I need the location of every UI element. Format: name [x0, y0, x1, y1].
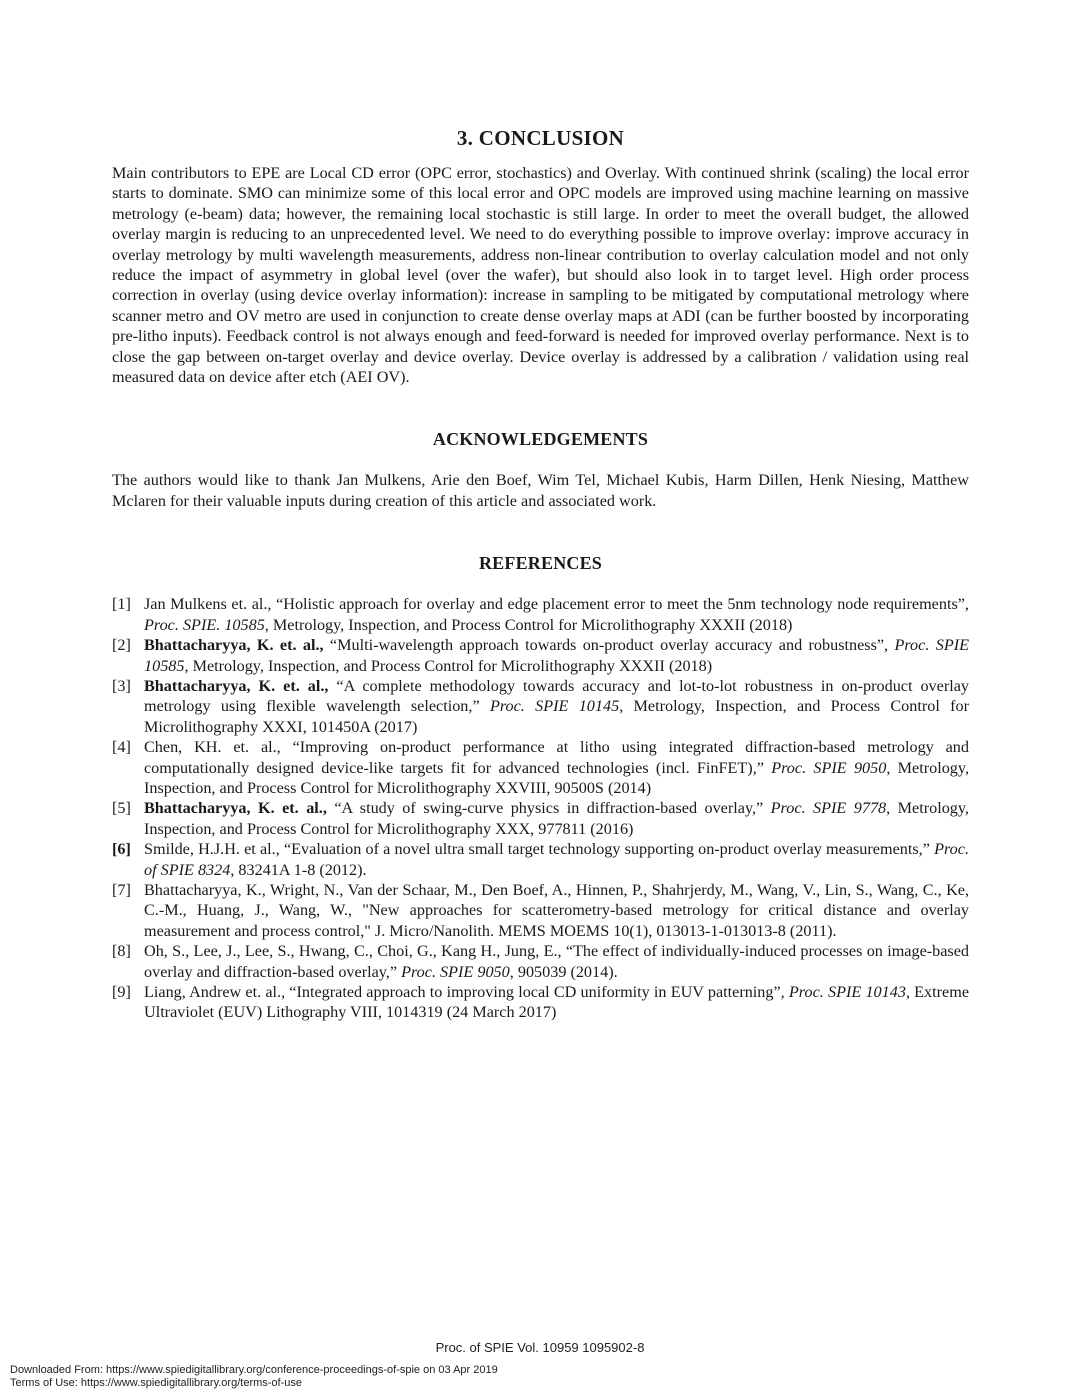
reference-details: , Metrology, Inspection, and Process Control for Microlithography XXXII (2018)	[264, 615, 793, 634]
reference-journal: Proc. SPIE 9778	[770, 799, 887, 818]
reference-authors: Smilde, H.J.H. et al.,	[144, 840, 280, 859]
reference-journal: Proc. SPIE 9050	[771, 758, 887, 777]
reference-number: [6]	[112, 840, 131, 859]
terms-of-use: Terms of Use: https://www.spiedigitallibrary.org/terms-of-use	[10, 1377, 302, 1389]
reference-item-8	[112, 941, 969, 982]
reference-journal: Proc. SPIE 10145	[489, 697, 620, 716]
reference-number: [5]	[112, 799, 131, 818]
conclusion-paragraph: Main contributors to EPE are Local CD error (OPC error, stochastics) and Overlay. With continued shrink (scaling) the local error starts to dominate. SMO can minimize some of this local error and OPC models are improved using machine learning on massive metrology (e-beam) data; however, the remaining local stochastic is still large. In order to meet the overall budget, the allowed overlay margin is reducing to an unprecedented level. We need to do everything possible to improve overlay: improve accuracy in overlay metrology by multi wavelength measurements, address non-linear contribution to overlay calculation model and not only reduce the impact of asymmetry in global level (over the wafer), but should also look in to target level. High order process correction in overlay (using device overlay information): increase in sampling to be mitigated by computational metrology where scanner metro and OV metro are used in conjunction to create dense overlay maps at ADI (can be further boosted by incorporating pre-litho inputs). Feedback control is not always enough and feed-forward is needed for improved overlay performance. Next is to close the gap between on-target overlay and device overlay. Device overlay is addressed by a calibration / validation using real measured data on device after etch (AEI OV).	[112, 164, 969, 387]
reference-authors: Chen, KH. et. al.,	[144, 738, 281, 757]
reference-title: “A study of swing-curve physics in diffraction-based overlay,”	[326, 799, 771, 818]
page-content	[112, 126, 969, 1023]
reference-title: “A complete methodology towards accuracy and lot-to-lot robustness in on-product overlay metrology using flexible wavelength selection,”	[144, 676, 969, 716]
reference-authors: Oh, S., Lee, J., Lee, S., Hwang, C., Choi, G., Kang H., Jung, E.,	[144, 942, 562, 961]
reference-number: [4]	[112, 738, 131, 757]
reference-details: , Metrology, Inspection, and Process Control for Microlithography XXXII (2018)	[184, 656, 713, 675]
reference-journal: Proc. SPIE 10585	[144, 636, 969, 675]
reference-authors: Bhattacharyya, K. et. al.,	[144, 676, 329, 695]
download-notice: Downloaded From: https://www.spiedigitallibrary.org/conference-proceedings-of-spie on 03 Apr 2019	[10, 1364, 498, 1376]
reference-details: , 905039 (2014).	[509, 962, 618, 981]
reference-item-4	[112, 737, 969, 798]
reference-title: “Integrated approach to improving local CD uniformity in EUV patterning”,	[285, 983, 789, 1001]
reference-item-6	[112, 839, 969, 880]
reference-journal: Proc. of SPIE 8324	[144, 840, 969, 879]
references-heading: REFERENCES	[478, 553, 603, 574]
reference-title: “The effect of individually-induced processes on image-based overlay and diffraction-based overlay,”	[144, 942, 969, 981]
acknowledgements-heading: ACKNOWLEDGEMENTS	[432, 429, 649, 450]
reference-authors: Bhattacharyya, K., Wright, N., Van der Schaar, M., Den Boef, A., Hinnen, P., Shahrjerdy, M., Wang, V., Lin, S., Wang, C., Ke, C.-M., Huang, J., Wang, W.,	[144, 880, 969, 920]
reference-journal: Proc. SPIE 9050	[401, 962, 510, 981]
reference-item-3	[112, 676, 969, 737]
reference-number: [9]	[112, 983, 131, 1001]
reference-authors: Bhattacharyya, K. et. al.,	[144, 799, 327, 818]
reference-title: “Multi-wavelength approach towards on-product overlay accuracy and robustness”,	[323, 636, 895, 655]
reference-authors: Bhattacharyya, K. et. al.,	[144, 636, 324, 655]
reference-title: "New approaches for scatterometry-based metrology for critical distance and overlay measurement and process control," J. Micro/Nanolith. MEMS MOEMS 10(1), 013013-1-013013-8 (2011).	[144, 901, 969, 940]
reference-title: “Holistic approach for overlay and edge placement error to meet the 5nm technology node requirements”,	[271, 595, 969, 614]
reference-details: , Extreme Ultraviolet (EUV) Lithography VIII, 1014319 (24 March 2017)	[144, 983, 969, 1022]
reference-item-2	[112, 635, 969, 676]
reference-item-5	[112, 798, 969, 839]
reference-details: , Metrology, Inspection, and Process Control for Microlithography XXVIII, 90500S (2014)	[144, 758, 969, 797]
reference-number: [3]	[112, 676, 131, 695]
reference-journal: Proc. SPIE 10143	[788, 983, 906, 1001]
reference-details: , Metrology, Inspection, and Process Control for Microlithography XXX, 977811 (2016)	[144, 799, 969, 838]
reference-details: , Metrology, Inspection, and Process Control for Microlithography XXXI, 101450A (2017)	[144, 697, 969, 736]
proceedings-footer: Proc. of SPIE Vol. 10959 1095902-8	[435, 1340, 645, 1355]
reference-item-9	[112, 982, 969, 1023]
reference-details: , 83241A 1-8 (2012).	[230, 860, 367, 879]
conclusion-heading: 3. CONCLUSION	[456, 126, 625, 150]
reference-item-7	[112, 880, 969, 941]
reference-number: [2]	[112, 636, 131, 655]
reference-list	[112, 594, 969, 1023]
reference-number: [7]	[112, 880, 131, 899]
reference-number: [1]	[112, 595, 131, 614]
acknowledgements-paragraph: The authors would like to thank Jan Mulkens, Arie den Boef, Wim Tel, Michael Kubis, Harm Dillen, Henk Niesing, Matthew Mclaren for their valuable inputs during creation of this article and associated work.	[112, 471, 969, 510]
reference-item-1	[112, 594, 969, 635]
reference-number: [8]	[112, 942, 131, 961]
reference-journal: Proc. SPIE. 10585	[144, 615, 265, 634]
reference-title: “Evaluation of a novel ultra small target technology supporting on-product overlay measurements,”	[279, 840, 935, 859]
download-footer	[10, 1364, 498, 1390]
reference-title: “Improving on-product performance at litho using integrated diffraction-based metrology and computationally designed device-like targets fit for advanced technologies (incl. FinFET),”	[144, 738, 969, 777]
reference-authors: Jan Mulkens et. al.,	[144, 595, 272, 614]
reference-authors: Liang, Andrew et. al.,	[144, 983, 286, 1001]
